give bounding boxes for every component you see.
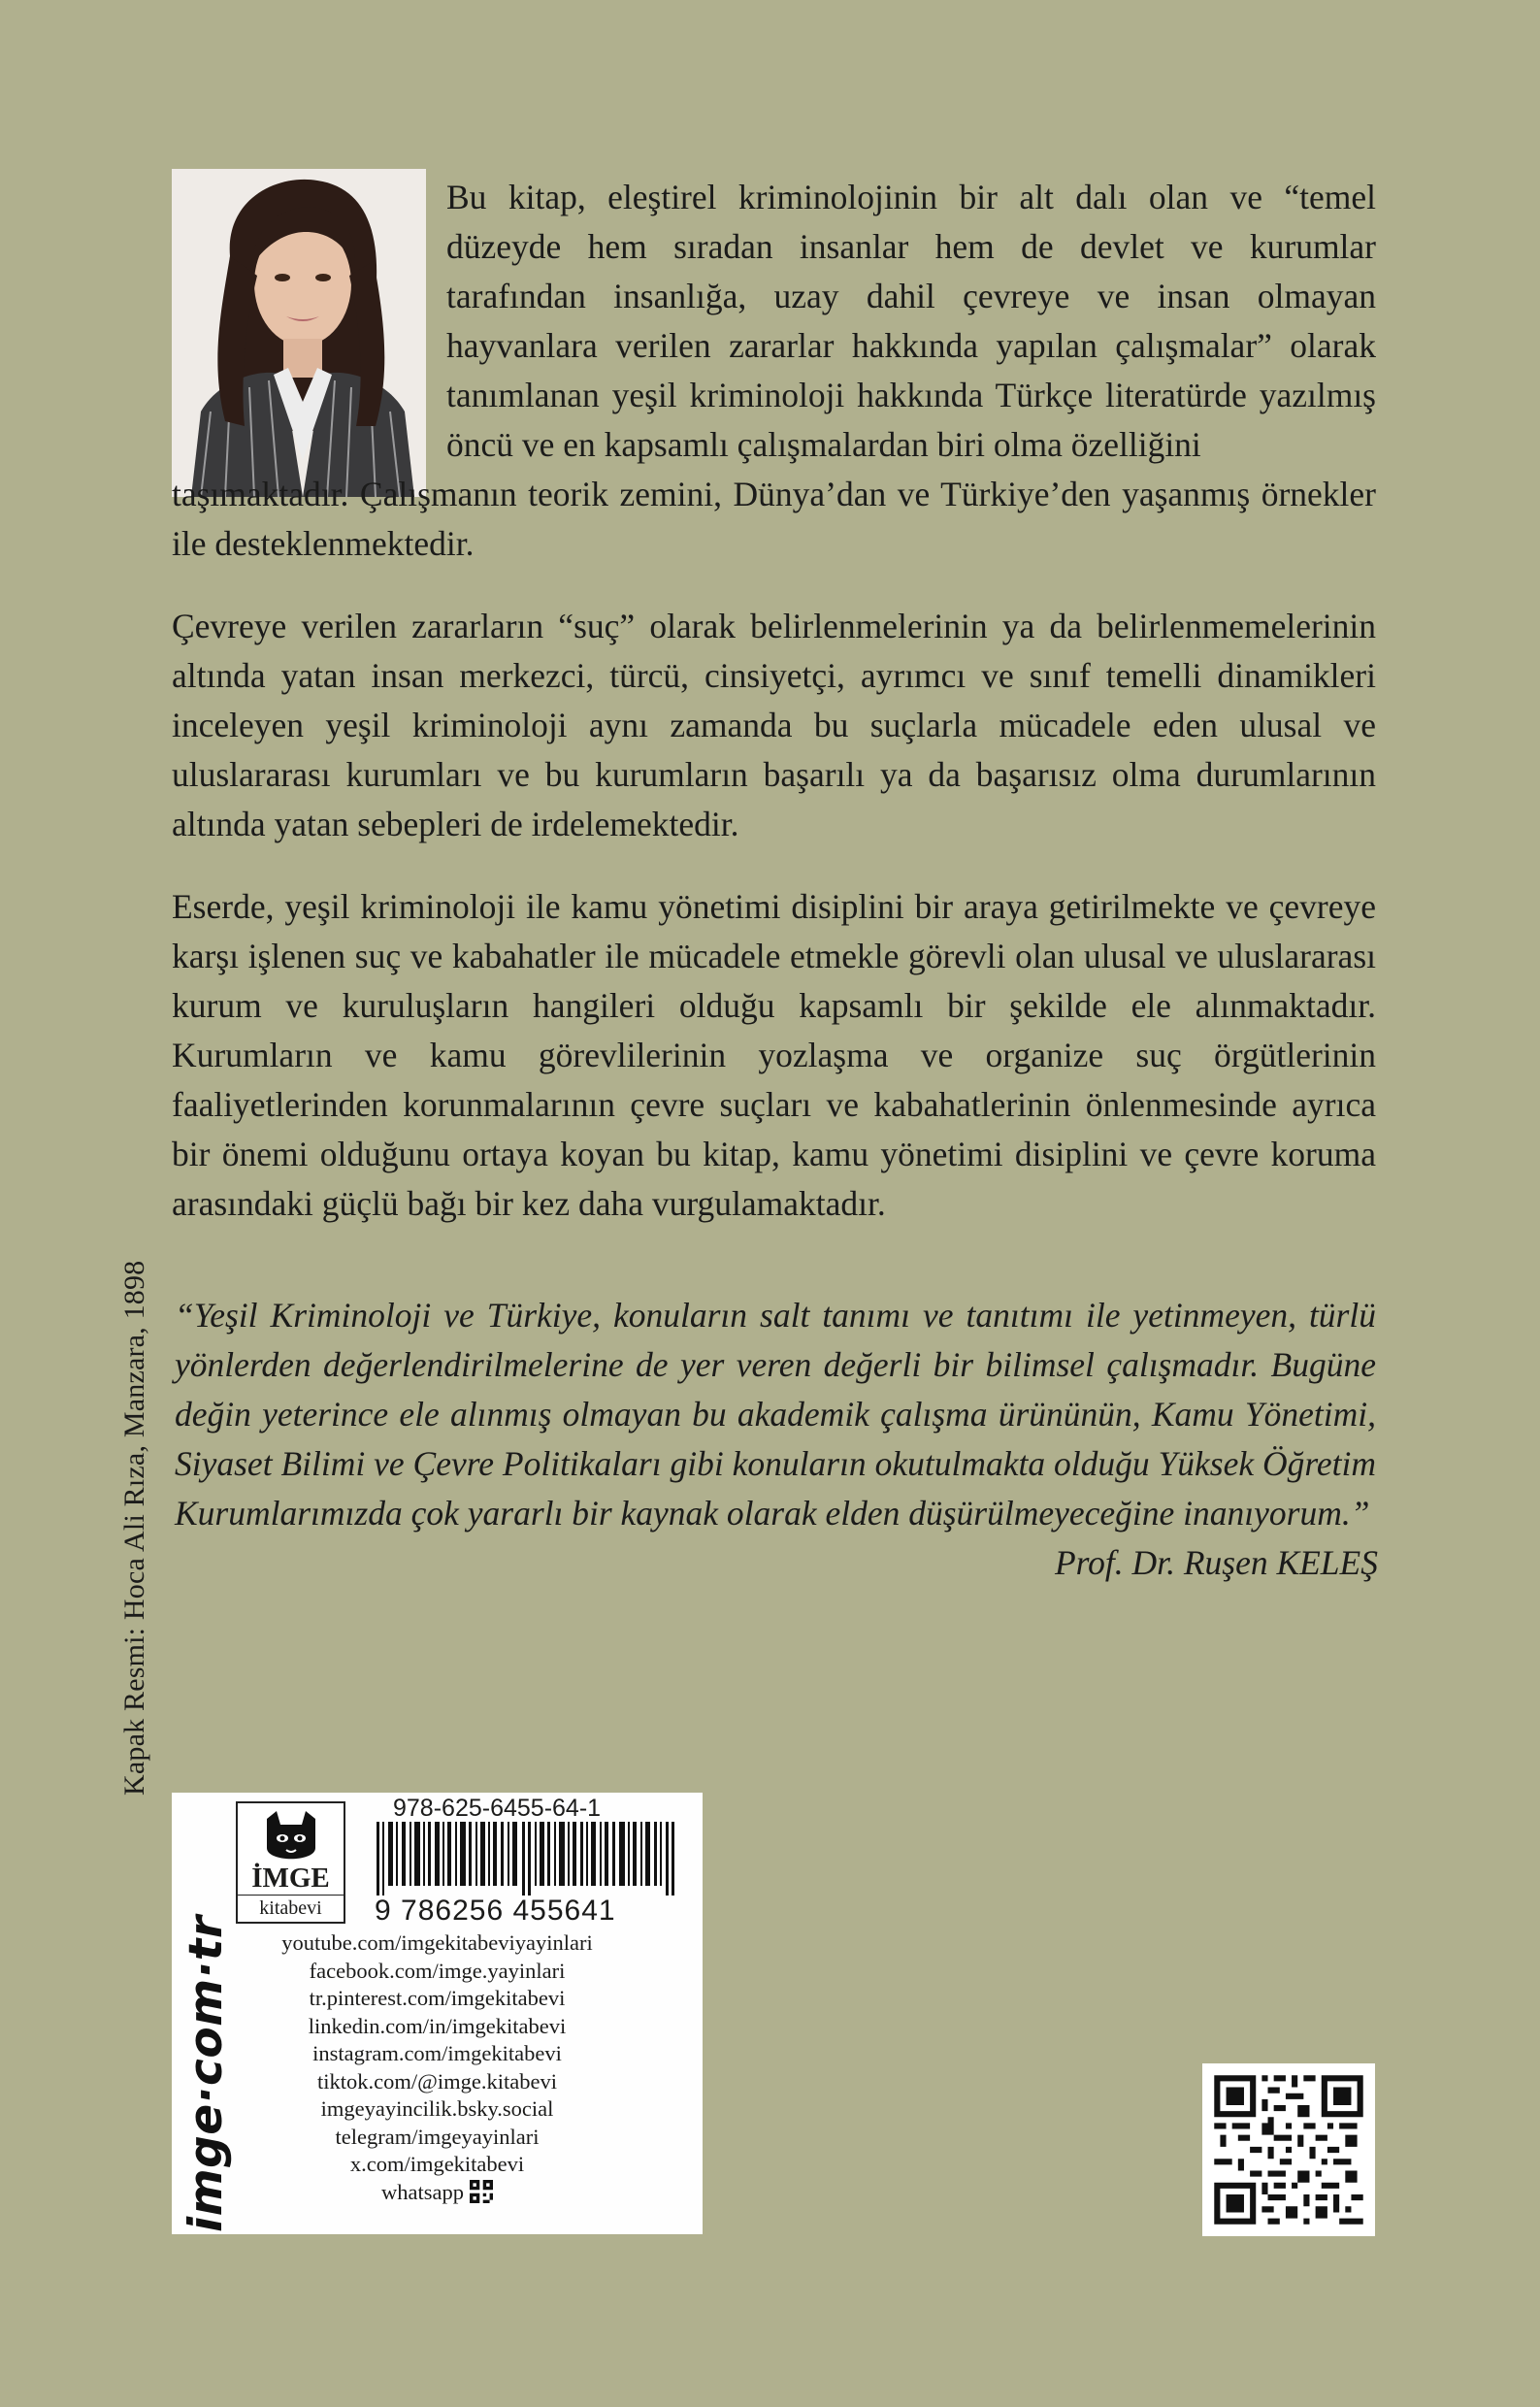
whatsapp-qr-icon [470, 2180, 493, 2203]
link-whatsapp-row[interactable] [172, 2179, 703, 2207]
link-linkedin[interactable]: linkedin.com/in/imgekitabevi [308, 2013, 567, 2038]
cover-credit: Kapak Resmi: Hoca Ali Rıza, Manzara, 1898 [118, 1260, 150, 1796]
body-paragraph-3: Eserde, yeşil kriminoloji ile kamu yönetimi disiplini bir araya getirilmekte ve çevreye karşı işlenen suç ve kabahatler ile mücadele etmekle görevli olan ulusal ve uluslararası kurum ve kuruluşların hangileri olduğu kapsamlı bir şekilde ele alınmaktadır. Kurumların ve kamu görevlilerinin yozlaşma ve organize suç örgütlerinin faaliyetlerinden korunmalarının çevre suçları ve kabahatlerinin önlenmesinde ayrıca bir önemi olduğunu ortaya koyan bu kitap, kamu yönetimi disiplini ve çevre koruma arasındaki güçlü bağı bir kez daha vurgulamaktadır. [172, 887, 1376, 1223]
link-instagram[interactable]: instagram.com/imgekitabevi [312, 2041, 562, 2065]
intro-paragraph-part1: Bu kitap, eleştirel kriminolojinin bir alt dalı olan ve “temel düzeyde hem sıradan insanlar hem de devlet ve kurumlar tarafından insanlığa, uzay dahil çevreye ve insan olmayan hayvanlara verilen zararlar hakkında yapılan çalışmalar” olarak tanımlanan yeşil kriminoloji hakkında Türkçe literatürde yazılmış öncü ve en kapsamlı çalışmalardan biri olma özelliğini [446, 178, 1376, 464]
isbn-number: 978-625-6455-64-1 [393, 1795, 602, 1822]
link-youtube[interactable]: youtube.com/imgekitabeviyayinlari [281, 1930, 593, 1955]
social-links-list [172, 1929, 703, 2206]
link-x[interactable]: x.com/imgekitabevi [349, 2152, 525, 2176]
endorsement-quote: “Yeşil Kriminoloji ve Türkiye, konuların salt tanımı ve tanıtımı ile yetinmeyen, türlü yönlerden değerlendirilmelerine de yer veren değerli bir bilimsel çalışmadır. Bugüne değin yeterince ele alınmış olmayan bu akademik çalışma ürününün, Kamu Yönetimi, Siyaset Bilimi ve Çevre Politikaları gibi konuların okutulmakta olduğu Yüksek Öğretim Kurumlarımızda çok yararlı bir kaynak olarak elden düşürülmeyeceğine inanıyorum.” [175, 1296, 1376, 1533]
barcode-digits: 9 786256 455641 [375, 1895, 616, 1927]
author-portrait-icon [172, 169, 426, 497]
intro-paragraph [172, 173, 1376, 569]
link-bluesky[interactable]: imgeyayincilik.bsky.social [320, 2096, 554, 2121]
logo-subtitle: kitabevi [238, 1895, 344, 1921]
author-photo [172, 169, 426, 497]
body-paragraph-2: Çevreye verilen zararların “suç” olarak belirlenmelerinin ya da belirlenmemelerinin altında yatan insan merkezci, türcü, cinsiyetçi, ayrımcı ve sınıf temelli dinamikleri inceleyen yeşil kriminoloji aynı zamanda bu suçlarla mücadele eden ulusal ve uluslararası kurumları ve bu kurumların başarılı ya da başarısız olma durumlarının altında yatan sebepleri de irdelemektedir. [172, 607, 1376, 843]
link-facebook[interactable]: facebook.com/imge.yayinlari [309, 1958, 566, 1983]
logo-name: İMGE [251, 1863, 330, 1894]
publisher-logo [236, 1801, 345, 1924]
intro-paragraph-part2: taşımaktadır. Çalışmanın teorik zemini, Dünya’dan ve Türkiye’den yaşanmış örnekler ile desteklenmektedir. [172, 475, 1376, 563]
cat-logo-icon [259, 1809, 323, 1867]
barcode-icon [375, 1822, 685, 1896]
qr-code-icon [1202, 2063, 1375, 2236]
publisher-brand[interactable]: imge·com·tr [180, 1915, 233, 2232]
link-whatsapp[interactable]: whatsapp [381, 2179, 464, 2204]
quote-author: Prof. Dr. Ruşen KELEŞ [1055, 1543, 1378, 1582]
link-telegram[interactable]: telegram/imgeyayinlari [335, 2124, 540, 2149]
link-tiktok[interactable]: tiktok.com/@imge.kitabevi [317, 2068, 557, 2094]
link-pinterest[interactable]: tr.pinterest.com/imgekitabevi [309, 1986, 566, 2010]
